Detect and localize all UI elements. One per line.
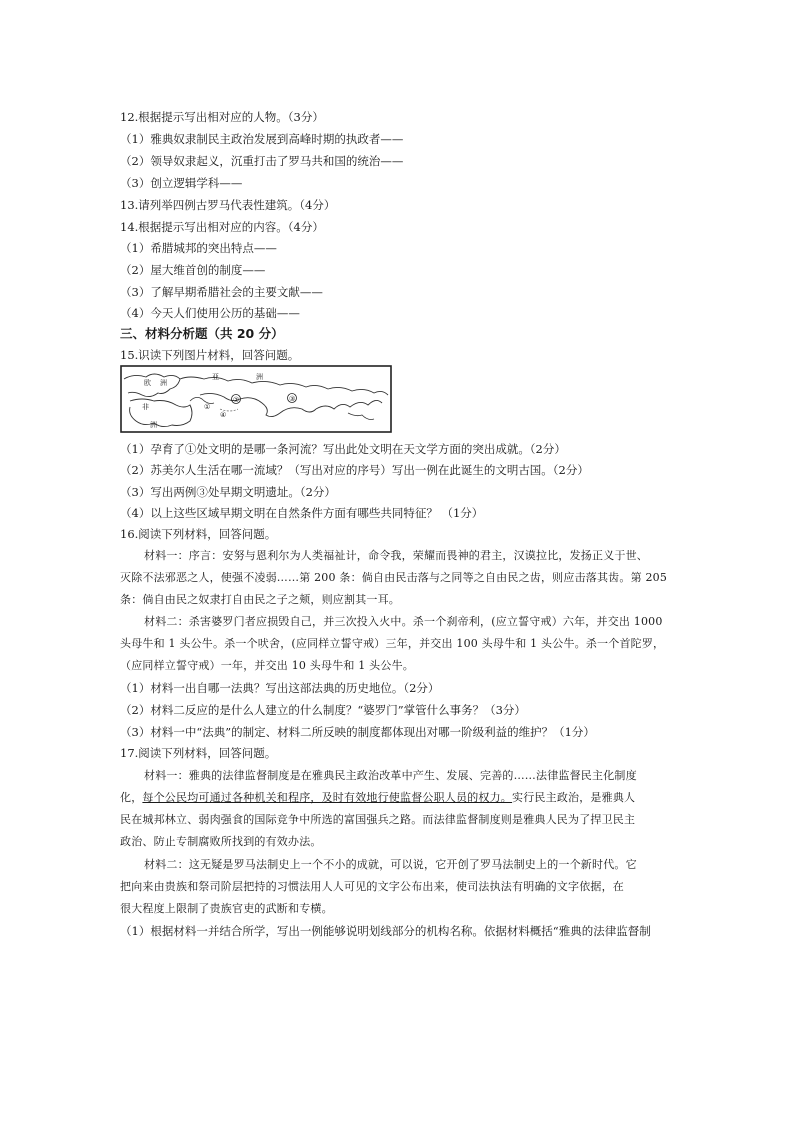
q16-material2-line2: 头母牛和 1 头公牛。杀一个吠舍，(应同样立誓守戒）三年，并交出 100 头母牛和 1 头公牛。杀一个首陀罗， bbox=[120, 637, 665, 650]
q17-material2-line2: 把向来由贵族和祭司阶层把持的习惯法用人人可见的文字公布出来，使司法执法有明确的文字依据，在 bbox=[120, 880, 624, 893]
q17-material2-line3: 很大程度上限制了贵族官吏的武断和专横。 bbox=[120, 902, 333, 915]
q17-material2-line1: 材料二：这无疑是罗马法制史上一个不小的成就，可以说，它开创了罗马法制史上的一个新时代。它 bbox=[144, 858, 637, 871]
q17-material1-line1: 材料一：雅典的法律监督制度是在雅典民主政治改革中产生、发展、完善的……法律监督民主化制度 bbox=[144, 769, 637, 782]
marker-2: ② bbox=[233, 396, 240, 404]
q16-title: 16.阅读下列材料，回答问题。 bbox=[120, 527, 277, 541]
q14-item-1: （1）希腊城邦的突出特点—— bbox=[120, 241, 277, 255]
q17-material1-line3: 民在城邦林立、弱肉强食的国际竞争中所选的富国强兵之路。而法律监督制度则是雅典人民为了捍卫民主 bbox=[120, 813, 636, 826]
q17-material1-line2-pre: 化， bbox=[120, 791, 143, 804]
q16-material2-line3: （应同样立誓守戒）一年，并交出 10 头母牛和 1 头公牛。 bbox=[120, 659, 414, 672]
q17-underlined-text: 每个公民均可通过各种机关和程序，及时有效地行使监督公职人员的权力。 bbox=[142, 791, 513, 804]
q15-title: 15.识读下列图片材料，回答问题。 bbox=[120, 348, 300, 362]
q12-title: 12.根据提示写出相对应的人物。（3分） bbox=[120, 110, 324, 124]
ancient-civilizations-map bbox=[120, 365, 392, 433]
q14-item-2: （2）屋大维首创的制度—— bbox=[120, 263, 266, 277]
label-asia-a: 亚 bbox=[212, 373, 219, 381]
section-3-title: 三、材料分析题（共 20 分） bbox=[120, 326, 284, 341]
q16-material1-line2: 灭除不法邪恶之人，使强不凌弱……第 200 条：倘自由民击落与之同等之自由民之齿，则应击落其齿。第 205 bbox=[120, 571, 668, 584]
map-svg bbox=[120, 365, 392, 433]
label-africa-a: 非 bbox=[142, 403, 149, 411]
q12-item-1: （1）雅典奴隶制民主政治发展到高峰时期的执政者—— bbox=[120, 132, 404, 146]
q17-item-1: （1）根据材料一并结合所学，写出一例能够说明划线部分的机构名称。依据材料概括“雅典的法律监督制 bbox=[120, 924, 651, 938]
q14-item-3: （3）了解早期希腊社会的主要文献—— bbox=[120, 285, 323, 299]
q14-title: 14.根据提示写出相对应的内容。（4分） bbox=[120, 220, 324, 234]
q16-material1-line1: 材料一：序言：安努与恩利尔为人类福祉计，命令我，荣耀而畏神的君主，汉谟拉比，发扬正义于世、 bbox=[144, 549, 648, 562]
q16-item-3: （3）材料一中“法典”的制定、材料二所反映的制度都体现出对哪一阶级利益的维护？（1分） bbox=[120, 725, 595, 739]
label-asia-b: 洲 bbox=[256, 373, 263, 381]
marker-4: ④ bbox=[220, 411, 227, 419]
q15-item-1: （1）孕育了①处文明的是哪一条河流？写出此处文明在天文学方面的突出成就。（2分） bbox=[120, 442, 566, 456]
q16-material1-line3: 条：倘自由民之奴隶打自由民之子之颊，则应割其一耳。 bbox=[120, 593, 400, 606]
q15-item-4: （4）以上这些区域早期文明在自然条件方面有哪些共同特征？ （1分） bbox=[120, 506, 484, 520]
q17-material1-line4: 政治、防止专制腐败所找到的有效办法。 bbox=[120, 835, 322, 848]
q17-material1-line2-post: 实行民主政治，是雅典人 bbox=[512, 791, 636, 804]
q17-title: 17.阅读下列材料，回答问题。 bbox=[120, 746, 277, 760]
marker-3: ③ bbox=[289, 395, 296, 403]
q15-item-2: （2）苏美尔人生活在哪一流域？（写出对应的序号）写出一例在此诞生的文明古国。（2分） bbox=[120, 463, 589, 477]
q14-item-4: （4）今天人们使用公历的基础—— bbox=[120, 306, 300, 320]
q13-title: 13.请列举四例古罗马代表性建筑。（4分） bbox=[120, 198, 336, 212]
q16-item-2: （2）材料二反应的是什么人建立的什么制度？“婆罗门”掌管什么事务？（3分） bbox=[120, 703, 526, 717]
marker-1: ① bbox=[204, 403, 211, 411]
label-africa-b: 洲 bbox=[150, 421, 157, 429]
label-europe-a: 欧 bbox=[144, 379, 151, 387]
q16-item-1: （1）材料一出自哪一法典？写出这部法典的历史地位。（2分） bbox=[120, 681, 440, 695]
q16-material2-line1: 材料二：杀害婆罗门者应损毁自己，并三次投入火中。杀一个刹帝利，(应立誓守戒）六年，并交出 1000 bbox=[144, 615, 663, 628]
label-europe-b: 洲 bbox=[160, 379, 167, 387]
q12-item-3: （3）创立逻辑学科—— bbox=[120, 176, 243, 190]
q12-item-2: （2）领导奴隶起义，沉重打击了罗马共和国的统治—— bbox=[120, 154, 404, 168]
q17-material1-line2 bbox=[120, 790, 635, 806]
q15-item-3: （3）写出两例③处早期文明遗址。（2分） bbox=[120, 485, 336, 499]
